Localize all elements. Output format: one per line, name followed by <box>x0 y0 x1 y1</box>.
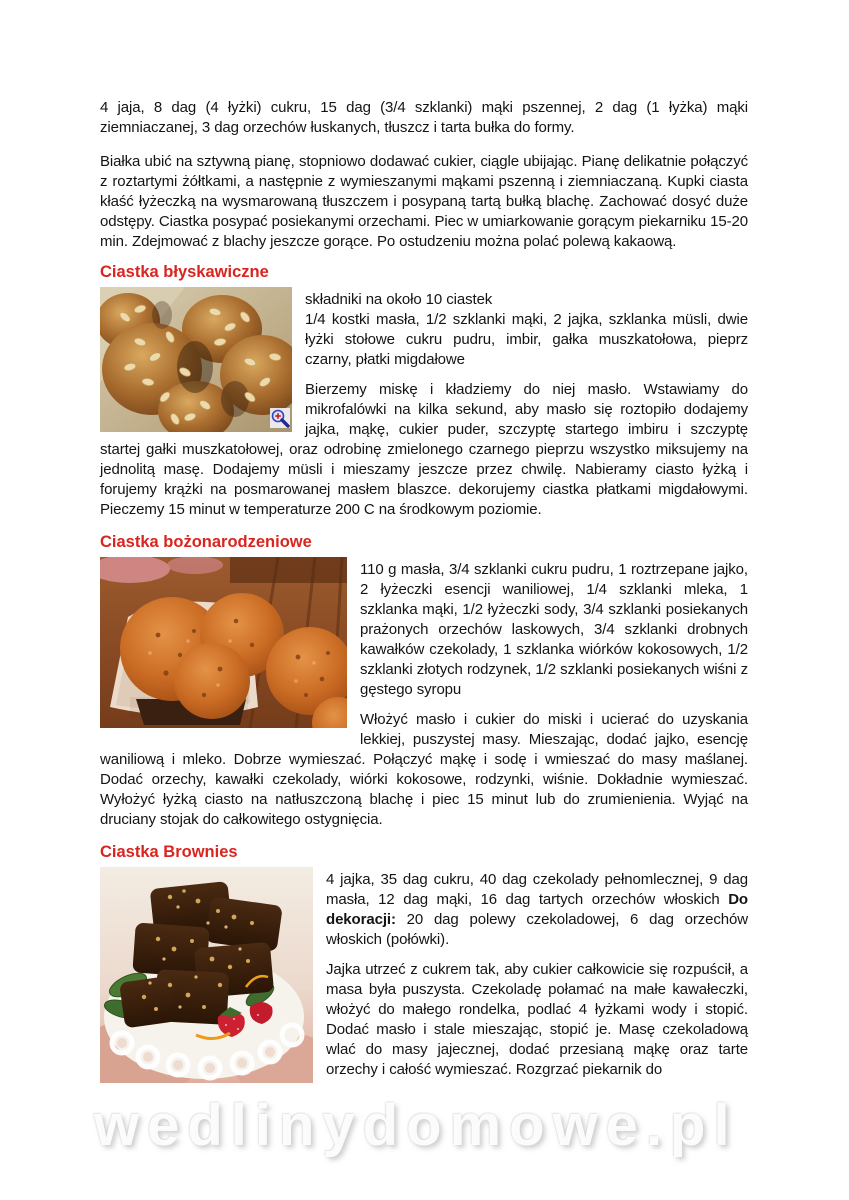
document-content <box>100 0 748 1091</box>
intro-ingredients-paragraph: 4 jaja, 8 dag (4 łyżki) cukru, 15 dag (3/4 szklanki) mąki pszennej, 2 dag (1 łyżka) mąki ziemniaczanej, 3 dag orzechów łuskanych, tłuszcz i tarta bułka do formy. <box>100 99 748 136</box>
christmas-cookies-illustration <box>100 557 347 728</box>
section-ciastka-bozonarodzeniowe <box>100 532 748 830</box>
instructions-paragraph: Włożyć masło i cukier do miski i ucierać do uzyskania lekkiej, puszystej masy. Mieszając, dodać jajko, esencję waniliową i mleko. Dobrze wymieszać. Połączyć mąkę i sodę i wmieszać do masy maślanej. Dodać orzechy, kawałki czekolady, wiórki kokosowe, rodzynki, wiśnie. Dokładnie wymieszać. Wyłożyć łyżką ciasto na natłuszczoną blachę i piec 15 minut lub do zrumienienia. Wyjąć na druciany stojak do całkowitego ostygnięcia. <box>100 711 748 828</box>
section-title: Ciastka błyskawiczne <box>100 263 269 281</box>
ingredients-bold-label: Do dekoracji: <box>326 891 748 928</box>
instructions-paragraph: Bierzemy miskę i kładziemy do niej masło. Wstawiamy do mikrofalówki na kilka sekund, aby masło się roztopiło dodajemy jajka, mąkę, cukier puder, szczyptę startego imbiru i szczyptę startej gałki muszkatołowej, oraz odrobinę zmielonego czarnego pieprzu wszystko miksujemy na jednolitą masę. Dodajemy müsli i mieszamy jeszcze przez chwilę. Nabieramy ciasto łyżką i forujemy krążki na posmarowanej masłem blaszce. dekorujemy ciastka płatkami migdałowymi. Pieczemy 15 minut w temperaturze 200 C na środkowym poziomie. <box>100 381 748 518</box>
section-ciastka-blyskawiczne <box>100 262 748 520</box>
section-title: Ciastka bożonarodzeniowe <box>100 533 312 551</box>
intro-instructions-paragraph: Białka ubić na sztywną pianę, stopniowo dodawać cukier, ciągle ubijając. Pianę delikatnie połączyć z roztartymi żółtkami, a następnie z wymieszanymi mąkami pszenną i ziemniaczaną. Kupki ciasta kłaść łyżeczką na wysmarowaną tłuszczem i posypaną tartą bułką blachę. Zachować dosyć duże odstępy. Ciastka posypać posiekanymi orzechami. Piec w umiarkowanie gorącym piekarniku 15-20 min. Zdejmować z blachy jeszcze gorące. Po ostudzeniu można polać polewą kakaową. <box>100 153 748 250</box>
section-title: Ciastka Brownies <box>100 843 238 861</box>
instructions-paragraph: Jajka utrzeć z cukrem tak, aby cukier całkowicie się rozpuścił, a masa była puszysta. Czekoladę połamać na małe kawałeczki, włożyć do małego rondelka, podlać 4 łyżkami wody i stopić. Dodać masło i stale mieszając, stopić je. Masę czekoladową wlać do masy jajecznej, dodać przesianą mąkę oraz tarte orzechy i całość wymieszać. Rozgrzać piekarnik do <box>326 961 748 1078</box>
almond-cookies-illustration <box>100 287 292 432</box>
ingredients-paragraph: 1/4 kostki masła, 1/2 szklanki mąki, 2 jajka, szklanka müsli, dwie łyżki stołowe cukru pudru, imbir, gałka muszkatołowa, pieprz czarny, płatki migdałowe <box>305 311 748 368</box>
yield-line: składniki na około 10 ciastek <box>305 291 493 308</box>
ingredients-paragraph: 110 g masła, 3/4 szklanki cukru pudru, 1 roztrzepane jajko, 2 łyżeczki esencji waniliowej, 1/4 szklanki mleka, 1 szklanka mąki, 1/2 łyżeczki sody, 3/4 szklanki posiekanych prażonych orzechów laskowych, 3/4 szklanki drobnych kawałków czekolady, 1 szklanka wiórków kokosowych, 1/2 szklanki złotych rodzynek, 1/2 szklanki posiekanych wiśni z gęstego syropu <box>360 561 748 698</box>
ingredients-text: 4 jajka, 35 dag cukru, 40 dag czekolady pełnomlecznej, 9 dag masła, 12 dag mąki, 16 dag tartych orzechów włoskich <box>326 871 748 908</box>
ingredients-text-continued: 20 dag polewy czekoladowej, 6 dag orzechów włoskich (połówki). <box>326 911 748 948</box>
section-ciastka-brownies <box>100 842 748 1091</box>
christmas-cookies-photo <box>100 557 347 728</box>
magnifier-icon[interactable] <box>270 408 290 428</box>
brownies-illustration <box>100 867 313 1083</box>
watermark: wedlinydomowe.pl <box>94 1093 738 1158</box>
almond-cookies-photo <box>100 287 292 432</box>
brownies-photo <box>100 867 313 1083</box>
